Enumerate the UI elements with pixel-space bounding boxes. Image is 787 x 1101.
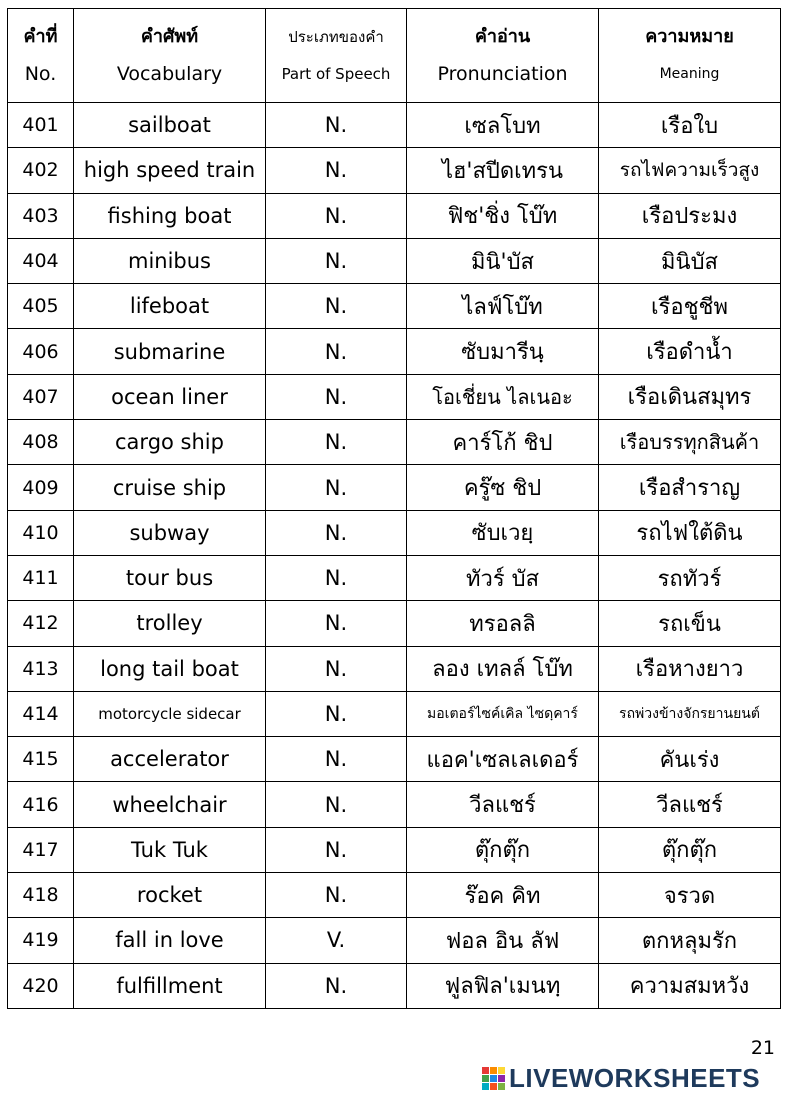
row-vocabulary: ocean liner [74, 374, 266, 419]
row-vocabulary: minibus [74, 238, 266, 283]
header-vocabulary-thai: คำศัพท์ [140, 25, 199, 47]
header-no-english: No. [24, 62, 57, 85]
row-meaning: รถพ่วงข้างจักรยานยนต์ [599, 691, 781, 736]
row-part-of-speech: N. [266, 601, 407, 646]
row-meaning: รถไฟใต้ดิน [599, 510, 781, 555]
table-header [8, 9, 781, 103]
liveworksheets-logo-icon [482, 1067, 505, 1090]
row-vocabulary: lifeboat [74, 284, 266, 329]
header-pronunciation-english: Pronunciation [437, 62, 568, 85]
header-no [8, 9, 74, 103]
row-vocabulary: fulfillment [74, 963, 266, 1008]
row-pronunciation: มินิ'บัส [407, 238, 599, 283]
row-vocabulary: cruise ship [74, 465, 266, 510]
header-vocabulary [74, 9, 266, 103]
row-meaning: เรือเดินสมุทร [599, 374, 781, 419]
row-part-of-speech: N. [266, 510, 407, 555]
row-vocabulary: tour bus [74, 555, 266, 600]
table-row [8, 737, 781, 782]
row-meaning: ความสมหวัง [599, 963, 781, 1008]
row-number: 418 [8, 873, 74, 918]
row-pronunciation: ฟูลฟิล'เมนทฺ [407, 963, 599, 1008]
logo-square-icon [482, 1083, 489, 1090]
row-part-of-speech: N. [266, 465, 407, 510]
row-pronunciation: ซับเวยฺ [407, 510, 599, 555]
row-pronunciation: ซับมารีนฺ [407, 329, 599, 374]
row-pronunciation: ทรอลลิ [407, 601, 599, 646]
table-row [8, 465, 781, 510]
table-row [8, 782, 781, 827]
row-part-of-speech: N. [266, 193, 407, 238]
row-part-of-speech: V. [266, 918, 407, 963]
table-row [8, 691, 781, 736]
logo-square-icon [482, 1075, 489, 1082]
row-number: 417 [8, 827, 74, 872]
row-number: 416 [8, 782, 74, 827]
row-number: 420 [8, 963, 74, 1008]
logo-square-icon [498, 1067, 505, 1074]
row-number: 411 [8, 555, 74, 600]
row-vocabulary: accelerator [74, 737, 266, 782]
logo-square-icon [482, 1067, 489, 1074]
row-pronunciation: ไลฟ์โบ๊ท [407, 284, 599, 329]
header-part-of-speech-thai: ประเภทของคำ [288, 27, 384, 46]
row-pronunciation: ลอง เทลล์ โบ๊ท [407, 646, 599, 691]
row-number: 403 [8, 193, 74, 238]
row-number: 410 [8, 510, 74, 555]
row-meaning: รถทัวร์ [599, 555, 781, 600]
table-row [8, 510, 781, 555]
row-vocabulary: high speed train [74, 148, 266, 193]
row-meaning: เรือประมง [599, 193, 781, 238]
row-meaning: เรือใบ [599, 103, 781, 148]
row-part-of-speech: N. [266, 646, 407, 691]
row-vocabulary: wheelchair [74, 782, 266, 827]
row-pronunciation: ตุ๊กตุ๊ก [407, 827, 599, 872]
table-row [8, 601, 781, 646]
row-number: 405 [8, 284, 74, 329]
row-meaning: เรือสำราญ [599, 465, 781, 510]
header-meaning [599, 9, 781, 103]
header-pronunciation-thai: คำอ่าน [474, 25, 531, 47]
liveworksheets-logo-text: LIVEWORKSHEETS [509, 1063, 761, 1093]
row-part-of-speech: N. [266, 691, 407, 736]
row-part-of-speech: N. [266, 555, 407, 600]
row-pronunciation: ครู๊ซ ชิป [407, 465, 599, 510]
row-vocabulary: fishing boat [74, 193, 266, 238]
table-row [8, 420, 781, 465]
row-pronunciation: คาร์โก้ ชิป [407, 420, 599, 465]
row-meaning: คันเร่ง [599, 737, 781, 782]
logo-square-icon [490, 1067, 497, 1074]
row-vocabulary: submarine [74, 329, 266, 374]
row-vocabulary: fall in love [74, 918, 266, 963]
row-number: 407 [8, 374, 74, 419]
row-pronunciation: โอเชี่ยน ไลเนอะ [407, 374, 599, 419]
header-part-of-speech [266, 9, 407, 103]
row-number: 402 [8, 148, 74, 193]
logo-square-icon [498, 1083, 505, 1090]
row-meaning: รถไฟความเร็วสูง [599, 148, 781, 193]
row-number: 404 [8, 238, 74, 283]
row-number: 413 [8, 646, 74, 691]
row-meaning: เรือหางยาว [599, 646, 781, 691]
row-vocabulary: subway [74, 510, 266, 555]
row-number: 414 [8, 691, 74, 736]
table-row [8, 329, 781, 374]
table-row [8, 193, 781, 238]
row-meaning: เรือบรรทุกสินค้า [599, 420, 781, 465]
row-part-of-speech: N. [266, 329, 407, 374]
logo-square-icon [490, 1083, 497, 1090]
row-meaning: ตุ๊กตุ๊ก [599, 827, 781, 872]
row-pronunciation: มอเตอร์ไซค์เคิล ไซดฺคาร์ [407, 691, 599, 736]
table-row [8, 646, 781, 691]
row-pronunciation: ไฮ'สปีดเทรน [407, 148, 599, 193]
row-meaning: เรือดำน้ำ [599, 329, 781, 374]
page-number: 21 [750, 1037, 775, 1059]
row-number: 412 [8, 601, 74, 646]
row-vocabulary: trolley [74, 601, 266, 646]
table-row [8, 148, 781, 193]
row-vocabulary: Tuk Tuk [74, 827, 266, 872]
row-pronunciation: แอค'เซลเลเดอร์ [407, 737, 599, 782]
row-part-of-speech: N. [266, 148, 407, 193]
header-pronunciation [407, 9, 599, 103]
row-vocabulary: motorcycle sidecar [74, 691, 266, 736]
row-part-of-speech: N. [266, 238, 407, 283]
row-meaning: วีลแชร์ [599, 782, 781, 827]
table-row [8, 103, 781, 148]
row-vocabulary: cargo ship [74, 420, 266, 465]
row-part-of-speech: N. [266, 374, 407, 419]
header-meaning-thai: ความหมาย [645, 25, 734, 47]
header-vocabulary-english: Vocabulary [116, 62, 223, 85]
table-row [8, 827, 781, 872]
row-pronunciation: เซลโบท [407, 103, 599, 148]
header-meaning-english: Meaning [659, 65, 720, 82]
row-part-of-speech: N. [266, 420, 407, 465]
row-number: 408 [8, 420, 74, 465]
row-meaning: จรวด [599, 873, 781, 918]
header-row [8, 9, 781, 103]
table-row [8, 284, 781, 329]
table-row [8, 873, 781, 918]
table-row [8, 555, 781, 600]
row-meaning: ตกหลุมรัก [599, 918, 781, 963]
table-row [8, 374, 781, 419]
table-row [8, 918, 781, 963]
row-part-of-speech: N. [266, 737, 407, 782]
row-number: 401 [8, 103, 74, 148]
row-part-of-speech: N. [266, 782, 407, 827]
row-vocabulary: long tail boat [74, 646, 266, 691]
row-pronunciation: ฟอล อิน ลัฟ [407, 918, 599, 963]
row-pronunciation: ทัวร์ บัส [407, 555, 599, 600]
row-pronunciation: ฟิช'ชิ่ง โบ๊ท [407, 193, 599, 238]
header-part-of-speech-english: Part of Speech [281, 64, 391, 83]
table-row [8, 238, 781, 283]
vocabulary-table [7, 8, 781, 1009]
row-part-of-speech: N. [266, 284, 407, 329]
table-row [8, 963, 781, 1008]
row-part-of-speech: N. [266, 873, 407, 918]
row-meaning: รถเข็น [599, 601, 781, 646]
row-part-of-speech: N. [266, 827, 407, 872]
liveworksheets-logo[interactable] [482, 1064, 760, 1092]
row-number: 419 [8, 918, 74, 963]
row-pronunciation: ร๊อค คิท [407, 873, 599, 918]
row-number: 406 [8, 329, 74, 374]
row-meaning: เรือชูชีพ [599, 284, 781, 329]
row-meaning: มินิบัส [599, 238, 781, 283]
row-vocabulary: rocket [74, 873, 266, 918]
logo-square-icon [490, 1075, 497, 1082]
table-body [8, 103, 781, 1009]
row-vocabulary: sailboat [74, 103, 266, 148]
row-part-of-speech: N. [266, 103, 407, 148]
row-number: 409 [8, 465, 74, 510]
logo-square-icon [498, 1075, 505, 1082]
header-no-thai: คำที่ [23, 25, 58, 47]
row-number: 415 [8, 737, 74, 782]
row-part-of-speech: N. [266, 963, 407, 1008]
row-pronunciation: วีลแชร์ [407, 782, 599, 827]
